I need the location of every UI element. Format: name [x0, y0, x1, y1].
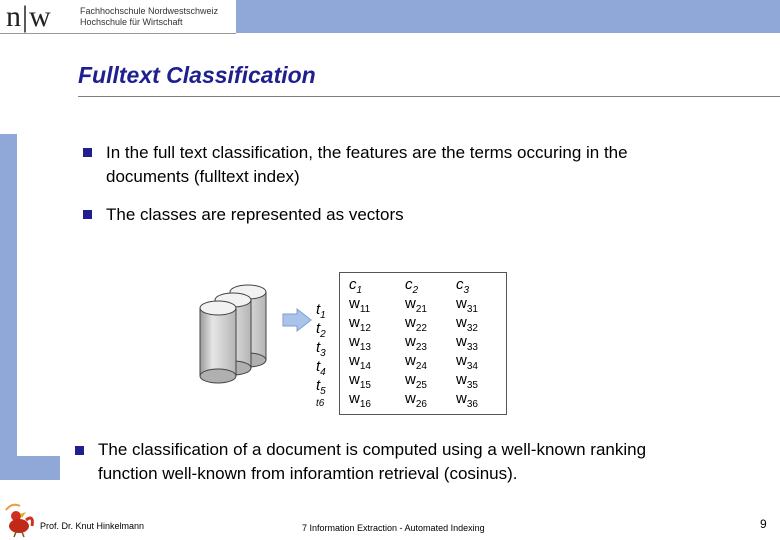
left-accent-bar — [0, 134, 17, 456]
term-label: $t_4$ — [316, 358, 326, 378]
weight-cell: $w_{31}$ — [456, 295, 478, 315]
title-divider — [78, 96, 780, 97]
document-collection-icon — [196, 284, 274, 388]
footer-chapter: 7 Information Extraction - Automated Indexing — [302, 523, 485, 533]
bullet-marker — [83, 148, 92, 157]
logo-text: n|w — [6, 0, 52, 33]
footer-author: Prof. Dr. Knut Hinkelmann — [40, 521, 145, 531]
bullet-marker — [75, 446, 84, 455]
page-number: 9 — [760, 517, 767, 531]
institution-name-line2: Hochschule für Wirtschaft — [80, 17, 183, 27]
weight-cell: $w_{15}$ — [349, 371, 371, 391]
term-label: $t_1$ — [316, 301, 326, 321]
weight-cell: $w_{21}$ — [405, 295, 427, 315]
weight-cell: $w_{36}$ — [456, 390, 478, 410]
bullet-1-line1: In the full text classification, the features are the terms occuring in the — [106, 143, 628, 162]
class-header: $c_3$ — [456, 276, 470, 296]
weight-cell: $w_{24}$ — [405, 352, 427, 372]
institution-name-line1: Fachhochschule Nordwestschweiz — [80, 6, 219, 16]
weight-cell: $w_{32}$ — [456, 314, 478, 334]
weight-cell: $w_{16}$ — [349, 390, 371, 410]
institution-logo — [6, 0, 52, 34]
header-divider — [0, 33, 236, 34]
left-accent-block — [0, 456, 60, 480]
term-label: $t_5$ — [316, 377, 326, 397]
class-header: $c_2$ — [405, 276, 419, 296]
term-label: t6 — [316, 398, 325, 409]
slide-title: Fulltext Classification — [78, 62, 316, 88]
bullet-1-line2: documents (fulltext index) — [106, 167, 300, 186]
weight-cell: $w_{34}$ — [456, 352, 478, 372]
weight-cell: $w_{22}$ — [405, 314, 427, 334]
class-header: $c_1$ — [349, 276, 363, 296]
weight-cell: $w_{23}$ — [405, 333, 427, 353]
weight-cell: $w_{35}$ — [456, 371, 478, 391]
weight-cell: $w_{26}$ — [405, 390, 427, 410]
weight-cell: $w_{14}$ — [349, 352, 371, 372]
bullet-2-line1: The classes are represented as vectors — [106, 205, 404, 224]
weight-cell: $w_{11}$ — [349, 295, 371, 315]
bullet-marker — [83, 210, 92, 219]
weight-cell: $w_{33}$ — [456, 333, 478, 353]
header-band — [236, 0, 780, 33]
bullet-3-line1: The classification of a document is computed using a well-known ranking — [98, 440, 647, 459]
weight-cell: $w_{13}$ — [349, 333, 371, 353]
weight-cell: $w_{12}$ — [349, 314, 371, 334]
weight-cell: $w_{25}$ — [405, 371, 427, 391]
term-label: $t_3$ — [316, 339, 326, 359]
rooster-logo-icon — [2, 500, 38, 538]
bullet-3-line2: function well-known from inforamtion retrieval (cosinus). — [98, 464, 518, 483]
term-label: $t_2$ — [316, 320, 326, 340]
arrow-right-icon — [282, 308, 312, 332]
